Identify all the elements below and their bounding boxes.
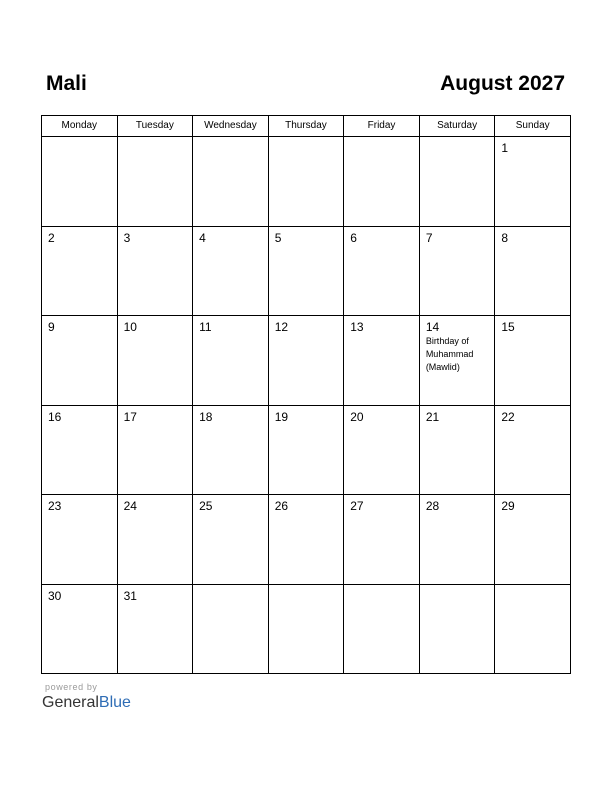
day-number: 14 bbox=[425, 320, 440, 334]
day-number: 25 bbox=[199, 499, 213, 513]
day-number: 16 bbox=[48, 409, 62, 424]
day-cell bbox=[268, 584, 344, 674]
day-cell bbox=[117, 495, 193, 585]
day-cell bbox=[193, 405, 269, 495]
day-number: 13 bbox=[350, 320, 364, 334]
day-cell bbox=[193, 584, 269, 674]
day-cell bbox=[344, 405, 420, 495]
weekday-header-row bbox=[42, 116, 571, 137]
day-number: 11 bbox=[199, 320, 212, 334]
day-number: 15 bbox=[501, 320, 515, 334]
day-cell bbox=[193, 137, 269, 227]
day-number: 31 bbox=[123, 588, 137, 603]
day-cell bbox=[42, 405, 118, 495]
weekday-thursday: Thursday bbox=[268, 116, 344, 137]
day-cell bbox=[419, 316, 495, 406]
day-number: 2 bbox=[48, 230, 55, 245]
day-cell bbox=[344, 226, 420, 316]
day-number: 19 bbox=[274, 409, 289, 424]
day-cell bbox=[42, 495, 118, 585]
day-number: 10 bbox=[123, 320, 137, 334]
day-cell bbox=[419, 137, 495, 227]
country-title: Mali bbox=[46, 72, 87, 95]
day-cell bbox=[117, 584, 193, 674]
day-cell bbox=[344, 316, 420, 406]
day-number: 22 bbox=[501, 409, 515, 424]
powered-by-label: powered by bbox=[45, 682, 98, 692]
day-number: 12 bbox=[274, 320, 289, 334]
weekday-wednesday: Wednesday bbox=[193, 116, 269, 137]
day-number: 1 bbox=[501, 141, 509, 155]
day-cell bbox=[42, 316, 118, 406]
month-title: August 2027 bbox=[440, 72, 565, 95]
day-cell bbox=[117, 405, 193, 495]
day-cell bbox=[495, 226, 571, 316]
day-number: 24 bbox=[123, 499, 137, 513]
day-number: 30 bbox=[48, 588, 62, 603]
weekday-friday: Friday bbox=[344, 116, 420, 137]
week-row bbox=[42, 226, 571, 316]
day-cell bbox=[344, 584, 420, 674]
day-cell bbox=[419, 584, 495, 674]
day-cell bbox=[419, 495, 495, 585]
day-cell bbox=[268, 495, 344, 585]
day-cell bbox=[344, 495, 420, 585]
day-cell bbox=[344, 137, 420, 227]
day-cell bbox=[193, 316, 269, 406]
day-cell bbox=[268, 316, 344, 406]
logo-blue-text: Blue bbox=[98, 694, 131, 711]
weekday-tuesday: Tuesday bbox=[117, 116, 193, 137]
day-cell bbox=[42, 584, 118, 674]
weekday-monday: Monday bbox=[42, 116, 118, 137]
day-number: 3 bbox=[123, 230, 131, 245]
day-cell bbox=[495, 316, 571, 406]
week-row bbox=[42, 405, 571, 495]
day-cell bbox=[268, 405, 344, 495]
day-number: 21 bbox=[425, 409, 440, 424]
logo-general-text: General bbox=[42, 694, 99, 711]
day-cell bbox=[193, 226, 269, 316]
day-number: 27 bbox=[350, 499, 364, 513]
day-number: 26 bbox=[274, 499, 289, 513]
day-cell bbox=[117, 316, 193, 406]
weekday-sunday: Sunday bbox=[495, 116, 571, 137]
week-row bbox=[42, 495, 571, 585]
day-cell bbox=[268, 137, 344, 227]
day-cell bbox=[42, 137, 118, 227]
day-number: 9 bbox=[48, 320, 55, 334]
day-number: 18 bbox=[199, 409, 213, 424]
holiday-label: Birthday of Muhammad (Mawlid) bbox=[425, 336, 474, 372]
day-cell bbox=[419, 405, 495, 495]
day-number: 29 bbox=[501, 499, 515, 513]
day-cell bbox=[419, 226, 495, 316]
day-number: 23 bbox=[48, 499, 62, 513]
day-number: 20 bbox=[350, 409, 364, 424]
calendar-grid bbox=[41, 115, 571, 674]
day-cell bbox=[117, 226, 193, 316]
day-cell bbox=[495, 584, 571, 674]
day-number: 28 bbox=[425, 499, 440, 513]
week-row bbox=[42, 316, 571, 406]
week-row bbox=[42, 584, 571, 674]
day-number: 5 bbox=[274, 230, 282, 245]
day-cell bbox=[495, 137, 571, 227]
day-number: 7 bbox=[425, 230, 433, 245]
day-cell bbox=[495, 495, 571, 585]
day-number: 6 bbox=[350, 230, 357, 245]
day-number: 17 bbox=[123, 409, 137, 424]
day-cell bbox=[495, 405, 571, 495]
day-number: 8 bbox=[501, 230, 509, 245]
generalblue-logo[interactable] bbox=[42, 693, 131, 713]
day-cell bbox=[193, 495, 269, 585]
day-cell bbox=[42, 226, 118, 316]
day-cell bbox=[117, 137, 193, 227]
week-row bbox=[42, 137, 571, 227]
day-cell bbox=[268, 226, 344, 316]
day-number: 4 bbox=[199, 230, 206, 245]
weekday-saturday: Saturday bbox=[419, 116, 495, 137]
